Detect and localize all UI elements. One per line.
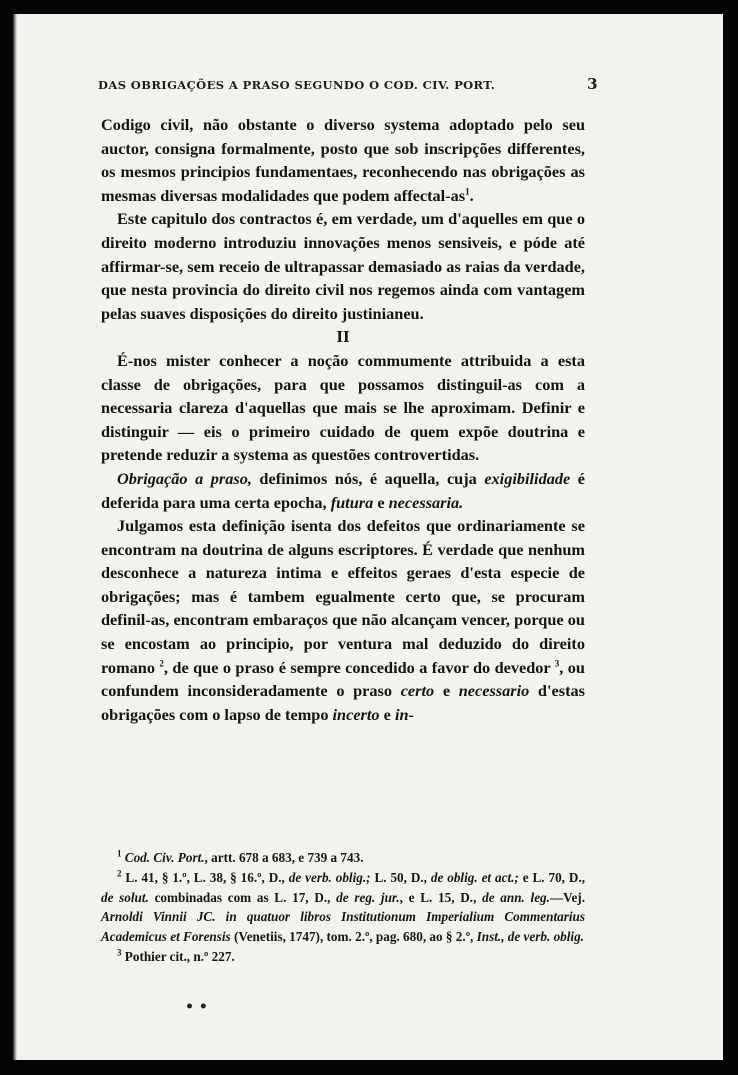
paragraph-4: Obrigação a praso, definimos nós, é aquella, cuja exigibilidade é deferida para uma certa epocha, futura e necessaria. <box>101 468 585 512</box>
footnote-3: $^3$ Pothier cit., n.º 227. <box>117 947 235 964</box>
paragraph-3: É-nos mister conhecer a noção commumente attribuida a esta classe de obrigações, para que possamos distinguil-as com a necessaria clareza d'aquellas que mais se lhe aproximam. Definir e distinguir — eis o primeiro cuidado de quem expõe doutrina e pretende reduzir a systema as questões controvertidas. <box>101 350 585 465</box>
paragraph-5: Julgamos esta definição isenta dos defeitos que ordinariamente se encontram na doutrina de alguns escriptores. É verdade que nenhum desconhece a natureza intima e effeitos geraes d'esta especie de obrigações; mas é tambem egualmente certo que, se procuram definil-as, encontram embaraços que não alcançam vencer, porque ou se encostam ao principio, por ventura mal deduzido do direito romano $^2$, de que o praso é sempre concedido a favor do devedor $^3$, ou confundem inconsideradamente o praso certo e necessario d'estas obrigações com o lapso de tempo incerto e in- <box>101 516 585 724</box>
signature-mark: • • <box>185 999 208 1015</box>
book-page <box>13 14 723 1060</box>
main-text <box>101 113 585 726</box>
paragraph-1: Codigo civil, não obstante o diverso systema adoptado pelo seu auctor, consigna formalmente, posto que sob inscripções differentes, os mesmos principios fundamentaes, reconhecendo nas obrigações as mesmas diversas modalidades que podem affectal-$as^1$. <box>101 115 585 205</box>
paragraph-2: Este capitulo dos contractos é, em verdade, um d'aquelles em que o direito moderno introduziu innovações menos sensiveis, e póde até affirmar-se, sem receio de ultrapassar demasiado as raias da verdade, que nesta provincia do direito civil nos regemos ainda com vantagem pelas suaves disposições do direito justinianeu. <box>101 209 585 323</box>
page-edge-shadow <box>13 14 17 1060</box>
footnote-ref-2: 2 <box>159 658 164 669</box>
footnote-2: $^2$ L. 41, § 1.º, L. 38, § 16.º, D., de verb. oblig.; L. 50, D., de oblig. et act.; e L. 70, D., de solut. combinadas com as L. 17, D., de reg. jur., e L. 15, D., de ann. leg.—Vej. Arnoldi Vinnii JC. in quatuor libros Institutionum Imperialium Commentarius Academicus et Forensis (Venetiis, 1747), tom. 2.º, pag. 680, ao § 2.º, Inst., de verb. oblig. <box>101 868 585 945</box>
section-heading: II <box>336 327 350 347</box>
running-title: DAS OBRIGAÇÕES A PRASO SEGUNDO O COD. CIV. PORT. <box>98 78 496 92</box>
footnote-1: $^1$ Cod. Civ. Port., artt. 678 a 683, e 739 a 743. <box>117 848 364 865</box>
footnote-ref-3: 3 <box>554 658 560 669</box>
running-header <box>98 75 598 93</box>
footnote-ref-1: 1 <box>465 186 470 197</box>
page-number: 3 <box>587 75 598 93</box>
footnotes <box>101 848 585 967</box>
